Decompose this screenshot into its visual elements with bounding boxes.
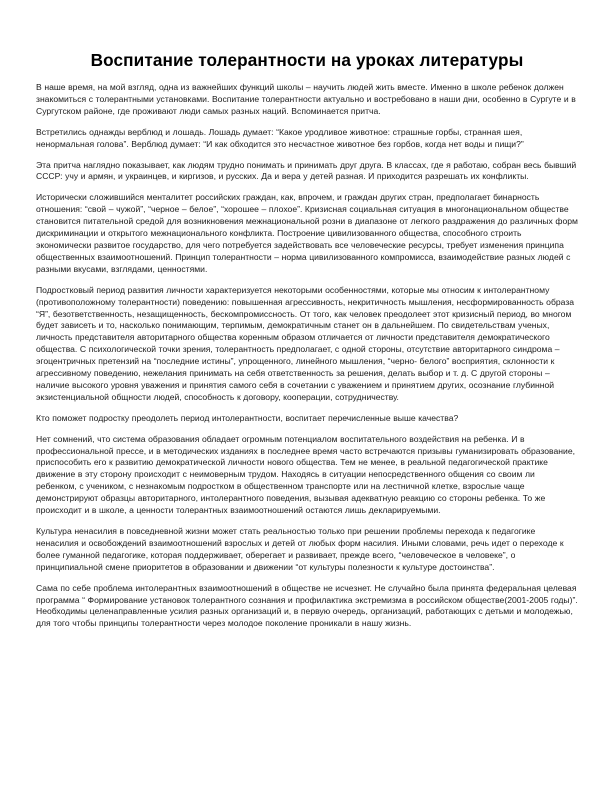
paragraph-nonviolence-culture: Культура ненасилия в повседневной жизни может стать реальностью только при решении проблемы перехода к педагогике ненасилия и освобождений взаимоотношений взрослых и детей от любых форм насилия. Иными словами, речь идет о переходе к более гуманной педагогике, которая поддерживает, оберегает и развивает, прежде всего, “человеческое в человеке”, о принципиальной смене приоритетов в образовании и движении “от культуры полезности к культуре достоинства”. xyxy=(36,526,564,572)
paragraph-education-system: Нет сомнений, что система образования обладает огромным потенциалом воспитательного воздействия на ребенка. И в профессиональной прессе, и в методических изданиях в последнее время часто встречаются призывы гуманизировать образование, приспособить его к развитию демократической личности нового общества. Тем не менее, в реальной педагогической практике движение в эту сторону происходит с неимоверным трудом. Находясь в ситуации непосредственного общения со своим ли ребенком, с учеником, с незнакомым подростком в общественном транспорте или на лестничной клетке, взрослые чаще демонстрируют образцы авторитарного, интолерантного поведения, вызывая адекватную реакцию со стороны ребенка. То же происходит и в школе, а ценности толерантных взаимоотношений остаются лишь декларируемыми. xyxy=(36,433,575,516)
paragraph-question: Кто поможет подростку преодолеть период интолерантности, воспитает перечисленные выше качества? xyxy=(36,412,459,423)
document-title: Воспитание толерантности на уроках литературы xyxy=(90,50,524,70)
paragraph-mentality: Исторически сложившийся менталитет российских граждан, как, впрочем, и граждан других стран, предполагает бинарность отношения: “свой – чужой”, “черное – белое”, “хорошее – плохое”. Кризисная социальная ситуация в многонациональном обществе становится питательной средой для возникновения межнациональной розни в диапазоне от легкого раздражения до различных форм дискриминации и открытого межнационального конфликта. Построение цивилизованного общества, способного строить экономически развитое государство, для чего потребуется задействовать все человеческие ресурсы, требует изменения принципа общественных взаимоотношений. Принцип толерантности – норма цивилизованного компромисса, взаимодействие разных людей с разными вкусами, взглядами, ценностями. xyxy=(36,192,578,274)
paragraph-adolescence: Подростковый период развития личности характеризуется некоторыми особенностями, которые мы относим к интолерантному (противоположному толерантности) поведению: повышенная агрессивность, некритичность мышления, несформированность образа “Я”, безответственность, незащищенность, бескомпромиссность. От того, как человек преодолеет этот кризисный период, во многом будет зависеть и то, насколько понимающим, терпимым, демократичным станет он в дальнейшем. По свидетельствам ученых, личность представителя авторитарного общества коренным образом отличается от личности представителя демократического общества. С психологической точки зрения, толерантность предполагает, с одной стороны, отсутствие авторитарного синдрома – эгоцентричных претензий на “последние истины”, упрощенного, линейного мышления, “черно- белого” восприятия, склонности к агрессивному поведению, нежелания принимать на себя ответственность за решения, делать выбор и т. д. С другой стороны – наличие высокого уровня уважения и принятия самого себя в сочетании с уважением и принятием других, осознание глубинной экзистенциальной общности людей, способность к договору, кооперации, сотрудничеству. xyxy=(36,284,575,402)
paragraph-parable-meaning: Эта притча наглядно показывает, как людям трудно понимать и принимать друг друга. В классах, где я работаю, собран весь бывший СССР: учу и армян, и украинцев, и киргизов, и русских. Да и вера у детей разная. И приходится разрешать их конфликты. xyxy=(36,159,577,182)
paragraph-federal-program: Сама по себе проблема интолерантных взаимоотношений в обществе не исчезнет. Не случайно была принята федеральная целевая программа “ Формирование установок толерантного сознания и профилактика экстремизма в российском обществе(2001-2005 годы)”. Необходимы целенаправленные усилия разных организаций и, в первую очередь, организаций, работающих с детьми и молодежью, для того чтобы принципы толерантности через молодое поколение проникали в нашу жизнь. xyxy=(36,582,578,629)
paragraph-intro: В наше время, на мой взгляд, одна из важнейших функций школы – научить людей жить вместе. Именно в школе ребенок должен знакомиться с толерантными установками. Воспитание толерантности актуально и востребовано в наши дни, особенно в Сургуте и в Сургутском районе, где проживают люди самых разных наций. Вспоминается притча. xyxy=(36,82,576,116)
paragraph-parable: Встретились однажды верблюд и лошадь. Лошадь думает: “Какое уродливое животное: страшные горбы, странная шея, ненормальная голова”. Верблюд думает: “И как обходится это несчастное животное без горбов, когда нет воды и пищи?” xyxy=(36,126,524,149)
